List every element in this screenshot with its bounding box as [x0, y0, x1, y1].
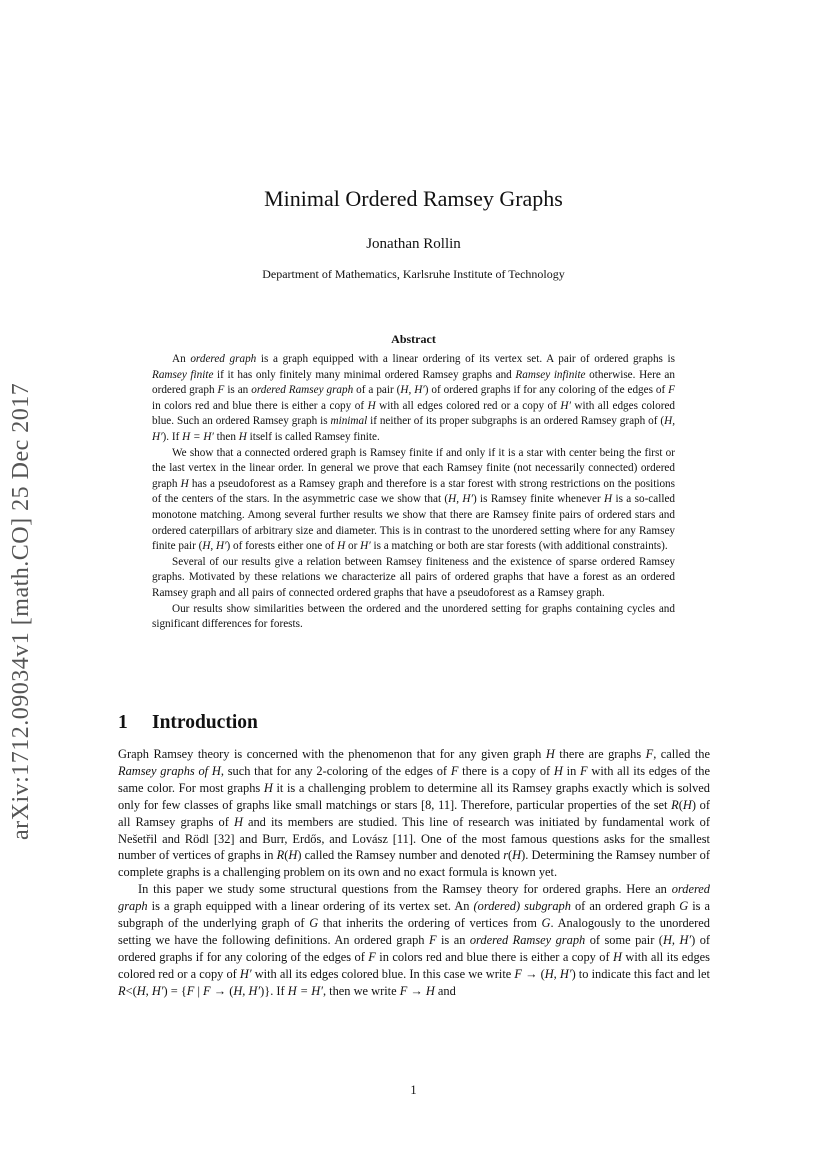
body-paragraph: In this paper we study some structural questions from the Ramsey theory for ordered graphs. Here an ordered graph is a graph equipped with a linear ordering of its vertex set. An (ordered) subgraph of an ordered graph G is a subgraph of the underlying graph of G that inherits the ordering of vertices from G. Analogously to the unordered setting we have the following definitions. An ordered graph F is an ordered Ramsey graph of some pair (H, H′) of ordered graphs if for any coloring of the edges of F in colors red and blue there is either a copy of H with all its edges colored red or a copy of H′ with all its edges colored blue. In this case we write F → (H, H′) to indicate this fact and let R<(H, H′) = {F | F → (H, H′)}. If H = H′, then we write F → H and — [118, 882, 711, 998]
emphasized-term: ordered graph — [118, 882, 710, 914]
body-paragraph: Graph Ramsey theory is concerned with the phenomenon that for any given graph H there are graphs F, called the Ramsey graphs of H, such that for any 2-coloring of the edges of F there is a copy of H in F with all its edges of the same color. For most graphs H it is a challenging problem to determine all its Ramsey graphs exactly which is solved only for few classes of graphs like small matchings or stars [8, 11]. Therefore, particular properties of the set R(H) of all Ramsey graphs of H and its members are studied. This line of research was initiated by fundamental work of Nešetřil and Rödl [32] and Burr, Erdős, and Lovász [11]. One of the most famous questions asks for the smallest number of vertices of graphs in R(H) called the Ramsey number and denoted r(H). Determining the Ramsey number of complete graphs is a challenging problem on its own and no exact formula is known yet. — [118, 747, 710, 880]
emphasized-term: R — [118, 983, 126, 998]
arxiv-identifier: arXiv:1712.09034v1 [math.CO] 25 Dec 2017 — [8, 382, 34, 840]
emphasized-term: H, H′ — [544, 966, 572, 981]
emphasized-term: H = H′ — [287, 983, 323, 998]
emphasized-term: H′ — [239, 966, 252, 981]
author-name: Jonathan Rollin — [366, 236, 461, 252]
emphasized-term: H — [288, 848, 298, 863]
emphasized-term: F — [203, 983, 211, 998]
emphasized-term: ordered Ramsey graph — [469, 932, 586, 947]
emphasized-term: H, H′ — [152, 415, 676, 443]
emphasized-term: H — [604, 493, 613, 506]
abstract-heading: Abstract — [391, 332, 436, 346]
abstract-body — [152, 352, 675, 633]
emphasized-term: R — [276, 848, 285, 863]
emphasized-term: F — [368, 949, 376, 964]
page-number: 1 — [410, 1083, 417, 1097]
emphasized-term: H, H′ — [448, 493, 473, 506]
section-title: Introduction — [152, 712, 258, 733]
emphasized-term: H — [337, 540, 346, 553]
emphasized-term: F — [645, 747, 654, 761]
emphasized-term: (ordered) subgraph — [473, 899, 571, 914]
emphasized-term: G — [679, 899, 689, 914]
emphasized-term: H — [238, 430, 247, 443]
section-heading — [118, 712, 258, 734]
emphasized-term: R — [671, 797, 679, 812]
emphasized-term: F — [428, 932, 437, 947]
emphasized-term: H — [682, 797, 692, 812]
author-affiliation: Department of Mathematics, Karlsruhe Institute of Technology — [262, 267, 565, 281]
abstract-paragraph: Our results show similarities between the ordered and the unordered setting for graphs containing cycles and significant differences for forests. — [152, 602, 675, 631]
emphasized-term: H′ — [560, 399, 571, 412]
emphasized-term: Ramsey infinite — [515, 368, 586, 381]
paper-title: Minimal Ordered Ramsey Graphs — [264, 186, 563, 211]
abstract-paragraph: An ordered graph is a graph equipped with a linear ordering of its vertex set. A pair of ordered graphs is Ramsey finite if it has only finitely many minimal ordered Ramsey graphs and Ramsey infinite otherwise. Here an ordered graph F is an ordered Ramsey graph of a pair (H, H′) of ordered graphs if for any coloring of the edges of F in colors red and blue there is either a copy of H with all edges colored red or a copy of H′ with all edges colored blue. Such an ordered Ramsey graph is minimal if neither of its proper subgraphs is an ordered Ramsey graph of (H, H′). If H = H′ then H itself is called Ramsey finite. — [152, 353, 676, 443]
emphasized-term: G — [309, 916, 319, 931]
emphasized-term: H — [553, 763, 563, 778]
emphasized-term: r — [503, 848, 509, 863]
emphasized-term: H, H′ — [400, 384, 425, 397]
emphasized-term: minimal — [330, 415, 368, 428]
emphasized-term: Ramsey finite — [152, 368, 214, 381]
emphasized-term: H, H′ — [202, 540, 227, 553]
emphasized-term: F — [399, 983, 408, 998]
emphasized-term: H, H′ — [662, 932, 692, 947]
emphasized-term: H — [613, 949, 622, 964]
emphasized-term: ordered Ramsey graph — [251, 384, 354, 397]
emphasized-term: Ramsey graphs of H — [118, 763, 221, 778]
emphasized-term: H′ — [360, 540, 371, 553]
emphasized-term: H = H′ — [182, 430, 214, 443]
emphasized-term: H — [233, 814, 243, 829]
emphasized-term: F — [450, 763, 459, 778]
section-number: 1 — [118, 712, 128, 733]
abstract-paragraph: Several of our results give a relation between Ramsey finiteness and the existence of sparse ordered Ramsey graphs. Motivated by these relations we characterize all pairs of ordered graphs that have a forest as an ordered Ramsey graph and all pairs of connected ordered graphs that have a pseudoforest as a Ramsey graph. — [152, 555, 675, 599]
emphasized-term: F — [217, 384, 225, 397]
emphasized-term: F — [186, 983, 195, 998]
emphasized-term: H — [512, 848, 522, 863]
emphasized-term: H — [180, 477, 189, 490]
emphasized-term: H — [263, 780, 273, 795]
emphasized-term: F — [580, 763, 588, 778]
emphasized-term: H — [425, 983, 435, 998]
emphasized-term: H, H′ — [233, 983, 261, 998]
emphasized-term: F — [668, 384, 675, 397]
emphasized-term: ordered graph — [190, 353, 257, 365]
emphasized-term: H — [545, 747, 555, 761]
emphasized-term: H — [367, 399, 376, 412]
emphasized-term: F — [514, 966, 522, 981]
emphasized-term: G — [541, 916, 551, 931]
emphasized-term: H, H′ — [136, 983, 164, 998]
abstract-paragraph: We show that a connected ordered graph is Ramsey finite if and only if it is a star with center being the first or the last vertex in the linear order. In general we prove that each Ramsey finite (not necessarily connected) ordered graph H has a pseudoforest as a Ramsey graph and therefore is a star forest with strong restrictions on the positions of the centers of the stars. In the asymmetric case we show that (H, H′) is Ramsey finite whenever H is a so-called monotone matching. Among several further results we show that there are Ramsey finite pairs of ordered stars and ordered caterpillars of arbitrary size and diameter. This is in contrast to the unordered setting where for any Ramsey finite pair (H, H′) of forests either one of H or H′ is a matching or both are star forests (with additional constraints). — [152, 446, 676, 553]
introduction-body — [118, 746, 710, 1000]
